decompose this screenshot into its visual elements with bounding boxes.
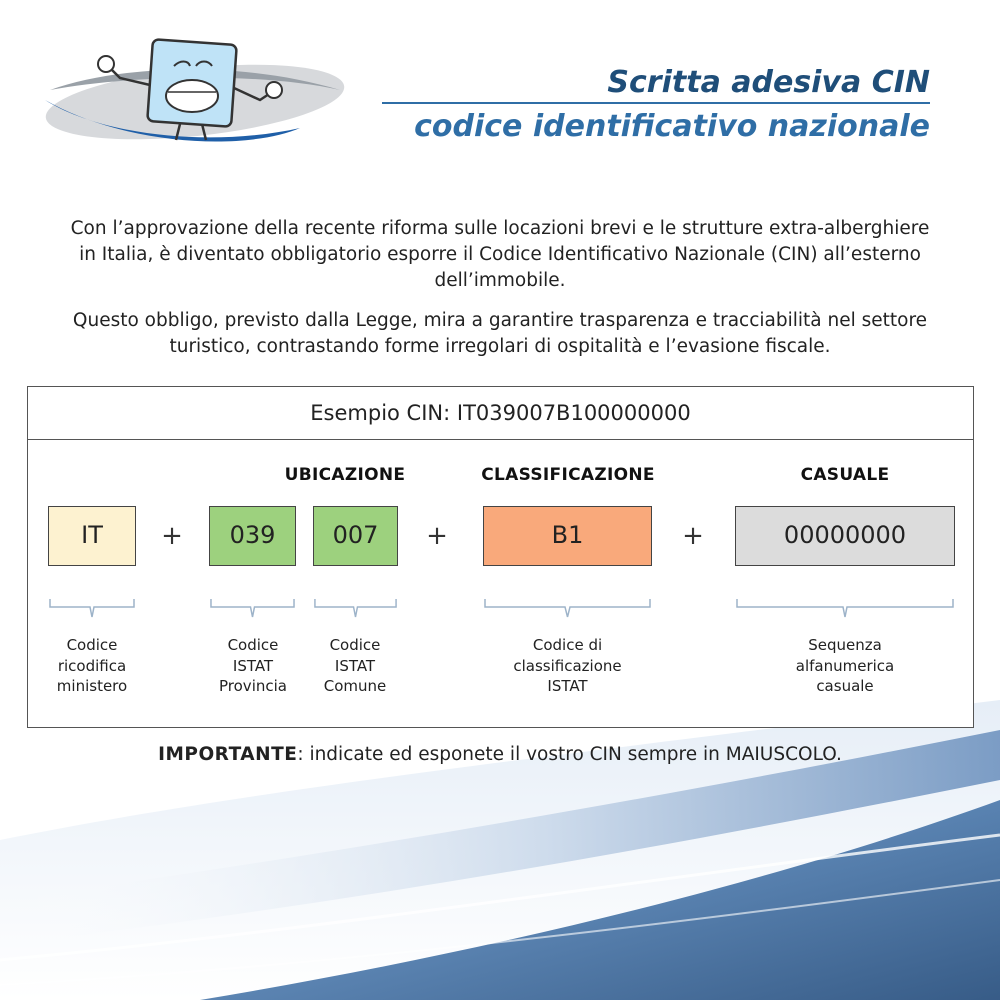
brace-bracket	[209, 597, 296, 619]
segment-random-sequence: 00000000	[735, 506, 955, 566]
desc-line: Provincia	[219, 677, 287, 695]
group-label-casuale: CASUALE	[800, 465, 890, 485]
title-block	[380, 64, 930, 146]
mascot-logo	[40, 30, 350, 155]
cin-example-header: Esempio CIN: IT039007B100000000	[28, 387, 973, 440]
important-label: IMPORTANTE	[158, 744, 298, 765]
desc-line: ministero	[56, 677, 128, 695]
desc-line: classificazione	[513, 656, 622, 675]
segment-description	[32, 635, 152, 697]
desc-line: Codice	[329, 636, 381, 654]
cin-example-box	[27, 386, 974, 728]
desc-line: ISTAT	[334, 656, 376, 675]
brace-bracket	[483, 597, 652, 619]
desc-line: ISTAT	[232, 656, 274, 675]
desc-line: ISTAT	[547, 677, 588, 695]
desc-line: Comune	[323, 677, 387, 695]
desc-line: Codice	[227, 636, 279, 654]
important-note	[0, 744, 1000, 765]
plus-sign: +	[682, 521, 704, 551]
brace-bracket	[735, 597, 955, 619]
segment-province-code: 039	[209, 506, 296, 566]
segment-municipality-code: 007	[313, 506, 398, 566]
segment-description	[198, 635, 308, 697]
segment-country-code: IT	[48, 506, 136, 566]
desc-line: Codice	[66, 636, 118, 654]
segment-classification-code: B1	[483, 506, 652, 566]
group-label-classificazione: CLASSIFICAZIONE	[481, 465, 655, 485]
intro-paragraph-1: Con l’approvazione della recente riforma sulle locazioni brevi e le strutture extra-alberghiere in Italia, è diventato obbligatorio esporre il Codice Identificativo Nazionale (CIN) all’esterno dell’immobile.	[70, 218, 930, 291]
intro-text	[60, 216, 940, 374]
page-title: Scritta adesiva CIN	[607, 65, 930, 100]
desc-line: alfanumerica	[795, 656, 895, 675]
plus-sign: +	[426, 521, 448, 551]
brace-bracket	[48, 597, 136, 619]
desc-line: ricodifica	[57, 656, 127, 675]
segment-description	[483, 635, 652, 697]
segment-description	[300, 635, 410, 697]
desc-line: Codice di	[532, 636, 603, 654]
brace-bracket	[313, 597, 398, 619]
group-label-ubicazione: UBICAZIONE	[284, 465, 406, 485]
desc-line: Sequenza	[808, 636, 882, 654]
segment-description	[735, 635, 955, 697]
intro-paragraph-2: Questo obbligo, previsto dalla Legge, mira a garantire trasparenza e tracciabilità nel settore turistico, contrastando forme irregolari di ospitalità e l’evasione fiscale.	[72, 310, 928, 357]
plus-sign: +	[161, 521, 183, 551]
important-text: : indicate ed esponete il vostro CIN sempre in MAIUSCOLO.	[297, 744, 842, 765]
page-subtitle: codice identificativo nazionale	[414, 109, 930, 144]
title-divider	[382, 102, 930, 104]
desc-line: casuale	[816, 677, 874, 695]
